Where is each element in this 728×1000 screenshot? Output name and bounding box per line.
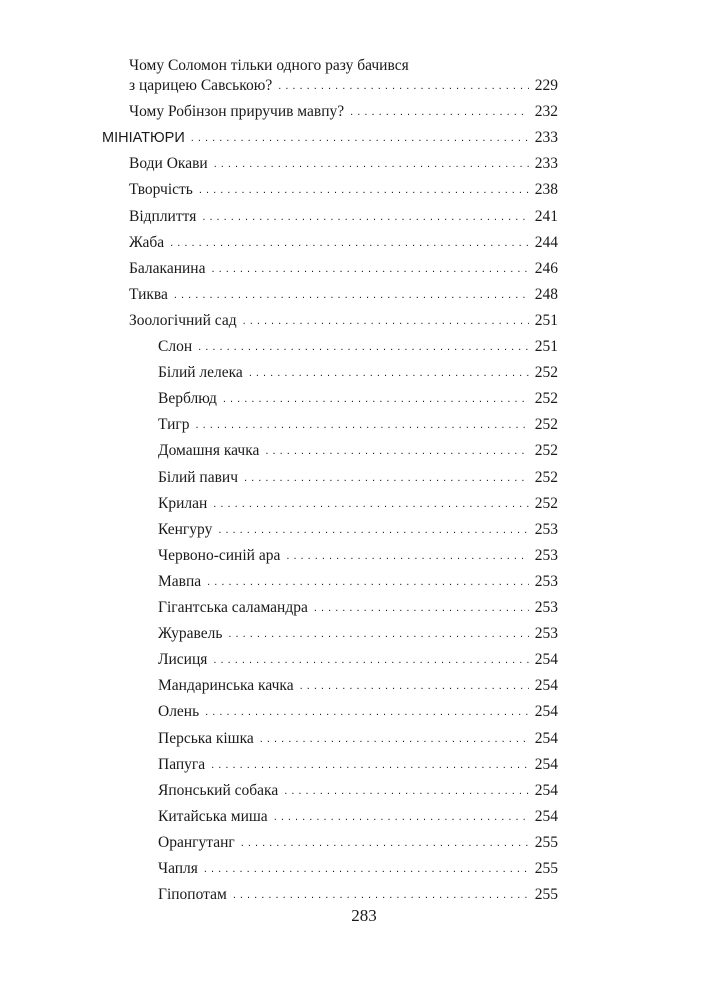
toc-entry — [158, 729, 558, 749]
toc-entry-title: Творчість — [129, 181, 193, 199]
toc-entry-title: Перська кішка — [158, 729, 254, 747]
toc-entry — [129, 207, 558, 227]
toc-entry-title: Журавель — [158, 625, 223, 643]
toc-entry — [158, 833, 558, 853]
toc-entry — [158, 441, 558, 461]
toc-entry-title: Тигр — [158, 416, 190, 434]
toc-entry-title: Жаба — [129, 233, 165, 251]
toc-entry — [158, 337, 558, 357]
toc-entry-title: Мавпа — [158, 572, 202, 590]
toc-entry-title: Червоно-синій ара — [158, 546, 281, 564]
toc-entry-page: 255 — [534, 833, 558, 851]
toc-entry — [158, 781, 558, 801]
toc-entry-page: 251 — [534, 311, 558, 329]
dot-leader — [202, 207, 529, 227]
toc-entry — [158, 755, 558, 775]
toc-entry — [129, 233, 558, 253]
dot-leader — [205, 702, 529, 722]
toc-entry — [158, 363, 558, 383]
dot-leader — [213, 494, 529, 514]
toc-entry-page: 254 — [534, 703, 558, 721]
toc-entry-title: Чому Робінзон приручив мавпу? — [129, 103, 345, 121]
toc-entry-title: Води Окави — [129, 155, 208, 173]
dot-leader — [314, 598, 529, 618]
toc-entry-title: Домашня качка — [158, 442, 260, 460]
dot-leader — [211, 755, 529, 775]
page-number: 283 — [351, 906, 377, 925]
toc-entry-title: Мандаринська качка — [158, 677, 294, 695]
toc-entry — [129, 180, 558, 200]
toc-entry — [158, 676, 558, 696]
dot-leader — [223, 389, 529, 409]
dot-leader — [274, 807, 529, 827]
toc-entry-title: Крилан — [158, 494, 208, 512]
toc-entry-title: Орангутанг — [158, 833, 235, 851]
toc-entry-page: 252 — [534, 364, 558, 382]
toc-entry-title: Білий лелека — [158, 364, 243, 382]
dot-leader — [265, 441, 529, 461]
toc-entry — [158, 389, 558, 409]
dot-leader — [228, 624, 529, 644]
dot-leader — [350, 102, 529, 122]
toc-entry-page: 253 — [534, 625, 558, 643]
toc-entry — [158, 546, 558, 566]
toc-entry — [158, 468, 558, 488]
toc-entry-page: 252 — [534, 416, 558, 434]
toc-entry-page: 248 — [534, 285, 558, 303]
toc-entry-title-line1: Чому Соломон тільки одного разу бачився — [129, 57, 409, 74]
toc-entry — [158, 520, 558, 540]
dot-leader — [195, 415, 529, 435]
toc-entry-title: Лисиця — [158, 651, 208, 669]
toc-entry-page: 232 — [534, 103, 558, 121]
toc-entry-title: Японський собака — [158, 781, 279, 799]
toc-entry-title: Чапля — [158, 860, 198, 877]
toc-entry-title: Китайська миша — [158, 807, 268, 825]
toc-entry-page: 254 — [534, 729, 558, 747]
dot-leader — [278, 76, 529, 96]
toc-entry-title: з царицею Савською? — [129, 77, 273, 94]
toc-entry-page: 254 — [534, 651, 558, 669]
dot-leader — [249, 363, 529, 383]
toc-entry-page: 253 — [534, 599, 558, 616]
toc-entry-title: Слон — [158, 338, 193, 355]
toc-entry-page: 246 — [534, 259, 558, 277]
toc-entry — [129, 154, 558, 174]
dot-leader — [233, 885, 529, 905]
toc-entry — [158, 885, 558, 905]
toc-entry-page: 244 — [534, 233, 558, 251]
toc-entry-page: 253 — [534, 520, 558, 538]
toc-entry — [129, 259, 558, 279]
toc-entry-page: 238 — [534, 181, 558, 199]
toc-entry-page: 252 — [534, 468, 558, 486]
toc-entry-title: Гіпопотам — [158, 886, 227, 904]
toc-entry-title: Білий павич — [158, 468, 238, 486]
toc-entry-page: 252 — [534, 442, 558, 460]
toc-entry-page: 253 — [534, 546, 558, 564]
toc-entry-title: Гігантська саламандра — [158, 599, 308, 616]
dot-leader — [198, 337, 529, 357]
toc-entry-title: Відплиття — [129, 207, 197, 225]
toc-entry — [158, 624, 558, 644]
toc-entry-page: 252 — [534, 494, 558, 512]
toc-entry-page: 254 — [534, 807, 558, 825]
toc-entry — [129, 76, 558, 96]
toc-entry — [158, 598, 558, 618]
toc-entry-page: 254 — [534, 781, 558, 799]
toc-entry-title: МІНІАТЮРИ — [102, 130, 185, 147]
dot-leader — [300, 676, 529, 696]
toc-entry — [102, 128, 558, 148]
toc-entry-page: 254 — [534, 677, 558, 695]
toc-entry — [158, 702, 558, 722]
toc-entry-page: 253 — [534, 572, 558, 590]
toc-entry-page: 254 — [534, 755, 558, 773]
dot-leader — [243, 311, 529, 331]
dot-leader — [244, 468, 529, 488]
toc-entry — [158, 494, 558, 514]
dot-leader — [286, 546, 529, 566]
dot-leader — [241, 833, 529, 853]
toc-entry — [129, 102, 558, 122]
dot-leader — [191, 128, 529, 148]
toc-entry-title: Папуга — [158, 755, 206, 773]
dot-leader — [260, 729, 529, 749]
dot-leader — [211, 259, 529, 279]
toc-entry — [158, 859, 558, 879]
toc-entry-page: 251 — [534, 338, 558, 355]
dot-leader — [199, 180, 529, 200]
toc-entry — [158, 415, 558, 435]
toc-entry-title: Тиква — [129, 285, 168, 303]
toc-entry — [158, 572, 558, 592]
dot-leader — [204, 859, 529, 879]
dot-leader — [214, 154, 529, 174]
dot-leader — [174, 285, 529, 305]
toc-entry-title: Балаканина — [129, 259, 206, 277]
dot-leader — [284, 781, 529, 801]
toc-entry — [158, 807, 558, 827]
toc-entry-page: 255 — [534, 860, 558, 877]
toc-entry-title: Олень — [158, 703, 200, 721]
toc-entry-page: 229 — [534, 77, 558, 94]
toc-entry — [158, 650, 558, 670]
toc-entry-page: 255 — [534, 886, 558, 904]
toc-entry-page: 233 — [534, 129, 558, 147]
dot-leader — [213, 650, 529, 670]
toc-entry-title: Зоологічний сад — [129, 311, 237, 329]
toc-entry-title: Верблюд — [158, 390, 217, 408]
dot-leader — [218, 520, 529, 540]
toc-entry — [129, 285, 558, 305]
toc-entry-page: 233 — [534, 155, 558, 173]
dot-leader — [170, 233, 529, 253]
toc-entry-page: 241 — [534, 207, 558, 225]
dot-leader — [207, 572, 529, 592]
toc-entry-title: Кенгуру — [158, 520, 213, 538]
toc-entry — [129, 311, 558, 331]
toc-entry-page: 252 — [534, 390, 558, 408]
